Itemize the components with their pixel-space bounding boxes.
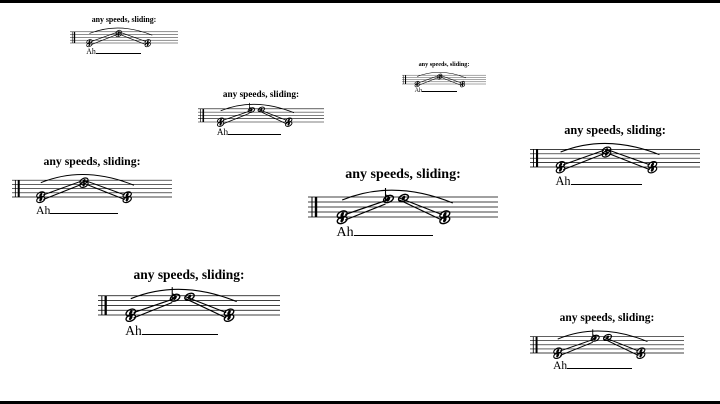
lyric-extender-line: [422, 91, 457, 92]
whole-note: [382, 194, 394, 204]
music-staff: [198, 89, 324, 127]
snippet-title: any speeds, sliding:: [418, 62, 470, 68]
lyric-syllable: Ah: [216, 127, 229, 138]
lyric-text: [553, 360, 632, 372]
notation-snippet-4: [12, 155, 172, 227]
music-staff: [308, 167, 498, 225]
snippet-title: any speeds, sliding:: [91, 15, 157, 24]
lyric-syllable: Ah: [553, 359, 568, 372]
notation-snippet-2: [402, 62, 486, 104]
lyric-text: [415, 88, 458, 94]
music-staff: [402, 62, 486, 88]
lyric-syllable: Ah: [555, 174, 571, 189]
lyric-text: [337, 225, 434, 241]
slur-arc: [221, 104, 294, 112]
lyric-extender-line: [142, 334, 218, 335]
slur-arc: [558, 331, 648, 341]
snippet-title: any speeds, sliding:: [345, 167, 461, 182]
lyric-syllable: Ah: [125, 322, 142, 338]
whole-note: [590, 334, 600, 342]
whole-note: [247, 107, 255, 114]
music-staff: [98, 267, 280, 323]
lyric-syllable: Ah: [336, 225, 354, 240]
notation-snippet-7: [530, 312, 684, 392]
lyric-extender-line: [571, 184, 642, 185]
lyric-text: [556, 174, 642, 189]
lyric-extender-line: [567, 368, 632, 369]
notation-snippet-1: [198, 89, 324, 159]
music-staff: [530, 312, 684, 360]
whole-note: [169, 293, 181, 303]
notation-snippet-3: [530, 123, 700, 195]
music-staff: [530, 123, 700, 174]
snippet-title: any speeds, sliding:: [43, 155, 141, 168]
lyric-text: [36, 204, 118, 217]
lyric-extender-line: [96, 53, 141, 54]
lyric-text: [86, 47, 141, 56]
snippet-title: any speeds, sliding:: [222, 89, 300, 99]
lyric-syllable: Ah: [36, 203, 51, 217]
music-staff: [70, 15, 178, 47]
lyric-text: [217, 127, 281, 137]
snippet-title: any speeds, sliding:: [559, 312, 655, 324]
lyric-extender-line: [50, 213, 117, 214]
notation-snippet-5: [308, 167, 498, 259]
music-staff: [12, 155, 172, 204]
snippet-title: any speeds, sliding:: [564, 123, 666, 137]
notation-snippet-6: [98, 267, 280, 361]
lyric-extender-line: [228, 134, 281, 135]
lyric-extender-line: [354, 235, 434, 236]
lyric-text: [125, 323, 218, 339]
lyric-syllable: Ah: [86, 47, 96, 57]
top-black-bar: [0, 0, 720, 3]
notation-snippet-0: [70, 15, 178, 71]
lyric-syllable: Ah: [414, 87, 423, 94]
snippet-title: any speeds, sliding:: [133, 267, 245, 282]
